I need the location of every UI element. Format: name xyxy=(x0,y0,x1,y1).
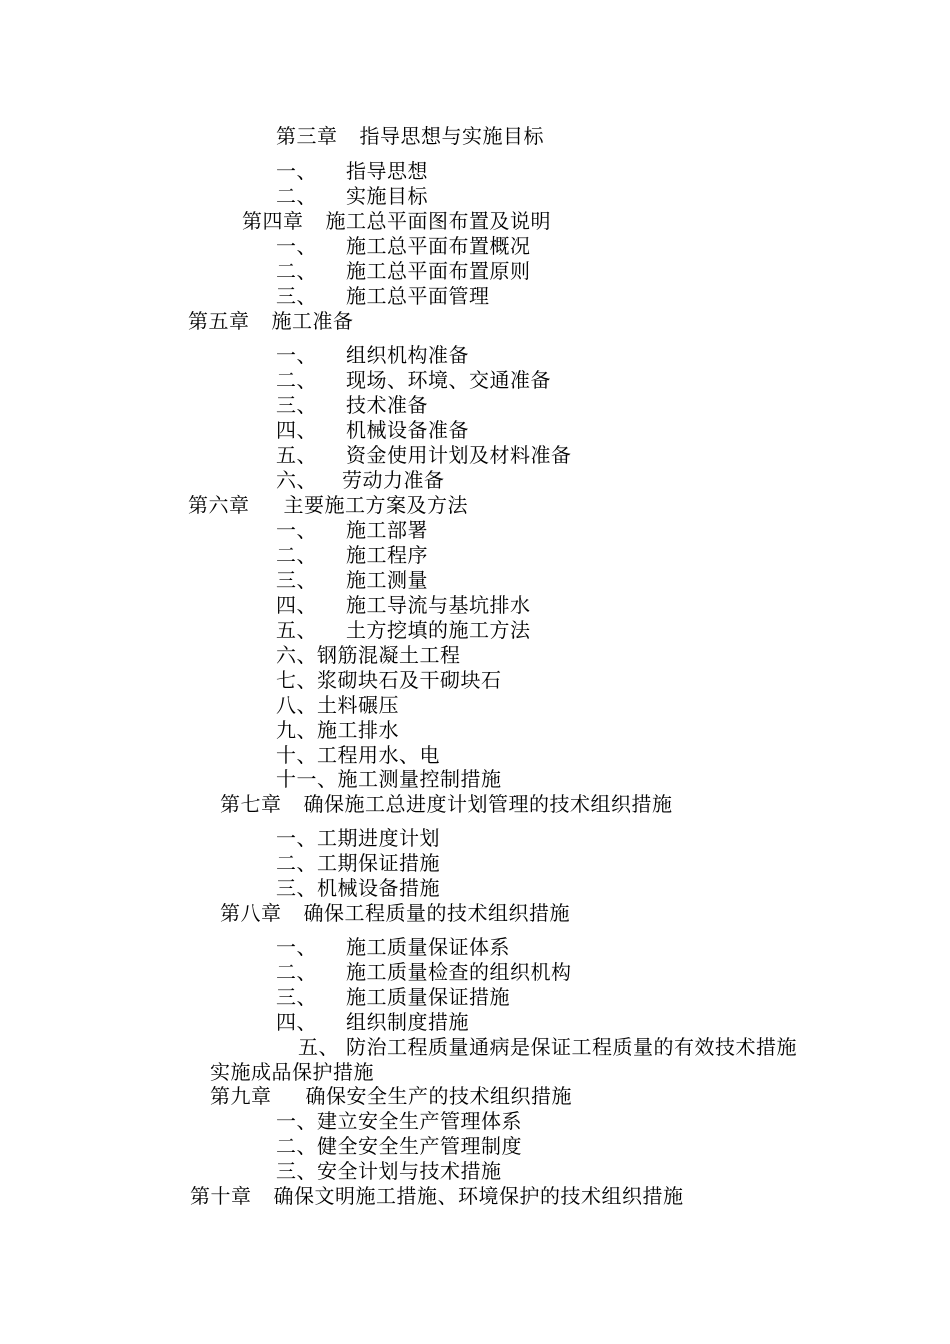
toc-number: 一、 xyxy=(276,159,317,183)
toc-title: 施工程序 xyxy=(346,543,428,567)
toc-chapter-10 xyxy=(190,1184,684,1208)
toc-number: 二、 xyxy=(276,368,317,392)
toc-section xyxy=(276,1134,522,1158)
toc-title: 技术准备 xyxy=(346,393,428,417)
toc-section xyxy=(276,468,445,492)
toc-chapter-5 xyxy=(188,309,354,333)
toc-number: 一、 xyxy=(276,935,317,959)
toc-title: 资金使用计划及材料准备 xyxy=(346,443,572,467)
toc-title: 组织机构准备 xyxy=(346,343,469,367)
toc-number: 第三章 xyxy=(276,124,338,148)
toc-title: 确保安全生产的技术组织措施 xyxy=(305,1084,572,1108)
toc-section xyxy=(276,1010,469,1034)
toc-title: 三、机械设备措施 xyxy=(276,876,440,900)
toc-title: 主要施工方案及方法 xyxy=(283,493,468,517)
toc-title: 二、工期保证措施 xyxy=(276,851,440,875)
toc-title: 十、工程用水、电 xyxy=(276,743,440,767)
toc-number: 三、 xyxy=(276,393,317,417)
toc-number: 三、 xyxy=(276,284,317,308)
toc-section xyxy=(276,418,469,442)
toc-section xyxy=(276,767,502,791)
toc-title: 一、建立安全生产管理体系 xyxy=(276,1109,522,1133)
toc-section xyxy=(276,668,502,692)
toc-title: 现场、环境、交通准备 xyxy=(346,368,551,392)
toc-number: 二、 xyxy=(276,543,317,567)
toc-title: 确保文明施工措施、环境保护的技术组织措施 xyxy=(273,1184,684,1208)
toc-number: 五、 xyxy=(298,1035,339,1059)
toc-number: 第六章 xyxy=(188,493,250,517)
toc-number: 第四章 xyxy=(242,209,304,233)
toc-number: 五、 xyxy=(276,618,317,642)
toc-number: 四、 xyxy=(276,1010,317,1034)
toc-title: 施工质量保证措施 xyxy=(346,985,510,1009)
toc-title: 组织制度措施 xyxy=(346,1010,469,1034)
toc-section xyxy=(276,518,428,542)
toc-title: 施工质量保证体系 xyxy=(346,935,510,959)
toc-chapter-9 xyxy=(210,1084,572,1108)
toc-section xyxy=(276,234,531,258)
toc-section xyxy=(276,643,461,667)
toc-section xyxy=(276,826,440,850)
toc-title: 二、健全安全生产管理制度 xyxy=(276,1134,522,1158)
toc-section xyxy=(276,960,572,984)
toc-chapter-7 xyxy=(220,792,673,816)
toc-number: 六、 xyxy=(276,468,317,492)
toc-section xyxy=(276,1109,522,1133)
toc-number: 第七章 xyxy=(220,792,282,816)
toc-section xyxy=(276,159,428,183)
toc-chapter-6 xyxy=(188,493,468,517)
toc-section xyxy=(276,593,531,617)
toc-title: 三、安全计划与技术措施 xyxy=(276,1159,502,1183)
toc-title: 十一、施工测量控制措施 xyxy=(276,767,502,791)
toc-section xyxy=(276,618,531,642)
toc-number: 四、 xyxy=(276,593,317,617)
toc-title: 机械设备准备 xyxy=(346,418,469,442)
toc-title: 确保工程质量的技术组织措施 xyxy=(303,901,570,925)
toc-section xyxy=(276,393,428,417)
toc-section xyxy=(298,1035,797,1059)
toc-title: 防治工程质量通病是保证工程质量的有效技术措施 xyxy=(346,1035,797,1059)
toc-section xyxy=(276,443,572,467)
toc-section xyxy=(276,935,510,959)
toc-title: 施工测量 xyxy=(346,568,428,592)
toc-number: 三、 xyxy=(276,985,317,1009)
toc-title: 实施成品保护措施 xyxy=(210,1060,374,1084)
toc-chapter-8 xyxy=(220,901,570,925)
toc-number: 第五章 xyxy=(188,309,250,333)
toc-number: 二、 xyxy=(276,259,317,283)
toc-section xyxy=(276,543,428,567)
toc-section xyxy=(276,259,531,283)
toc-number: 四、 xyxy=(276,418,317,442)
toc-number: 一、 xyxy=(276,343,317,367)
toc-section xyxy=(276,368,551,392)
toc-title: 施工总平面管理 xyxy=(346,284,490,308)
toc-section-continued xyxy=(210,1060,374,1084)
toc-title: 土方挖填的施工方法 xyxy=(346,618,531,642)
toc-section xyxy=(276,343,469,367)
toc-title: 施工导流与基坑排水 xyxy=(346,593,531,617)
toc-section xyxy=(276,184,428,208)
toc-title: 施工总平面图布置及说明 xyxy=(325,209,551,233)
toc-title: 施工部署 xyxy=(346,518,428,542)
toc-number: 一、 xyxy=(276,234,317,258)
toc-section xyxy=(276,1159,502,1183)
toc-section xyxy=(276,718,399,742)
toc-title: 实施目标 xyxy=(346,184,428,208)
toc-section xyxy=(276,876,440,900)
toc-chapter-4 xyxy=(242,209,551,233)
toc-title: 八、土料碾压 xyxy=(276,693,399,717)
toc-number: 第九章 xyxy=(210,1084,272,1108)
toc-section xyxy=(276,693,399,717)
toc-title: 施工质量检查的组织机构 xyxy=(346,960,572,984)
toc-title: 七、浆砌块石及干砌块石 xyxy=(276,668,502,692)
toc-title: 劳动力准备 xyxy=(342,468,445,492)
toc-number: 二、 xyxy=(276,184,317,208)
toc-section xyxy=(276,284,490,308)
toc-chapter-3 xyxy=(276,124,544,148)
toc-title: 指导思想与实施目标 xyxy=(359,124,544,148)
toc-title: 一、工期进度计划 xyxy=(276,826,440,850)
toc-number: 第十章 xyxy=(190,1184,252,1208)
toc-number: 第八章 xyxy=(220,901,282,925)
toc-number: 二、 xyxy=(276,960,317,984)
toc-title: 指导思想 xyxy=(346,159,428,183)
toc-number: 五、 xyxy=(276,443,317,467)
toc-section xyxy=(276,985,510,1009)
toc-section xyxy=(276,851,440,875)
toc-title: 九、施工排水 xyxy=(276,718,399,742)
toc-number: 三、 xyxy=(276,568,317,592)
toc-number: 一、 xyxy=(276,518,317,542)
toc-title: 确保施工总进度计划管理的技术组织措施 xyxy=(303,792,673,816)
toc-section xyxy=(276,568,428,592)
toc-title: 施工总平面布置概况 xyxy=(346,234,531,258)
toc-title: 施工准备 xyxy=(271,309,354,333)
toc-title: 施工总平面布置原则 xyxy=(346,259,531,283)
toc-section xyxy=(276,743,440,767)
toc-title: 六、钢筋混凝土工程 xyxy=(276,643,461,667)
